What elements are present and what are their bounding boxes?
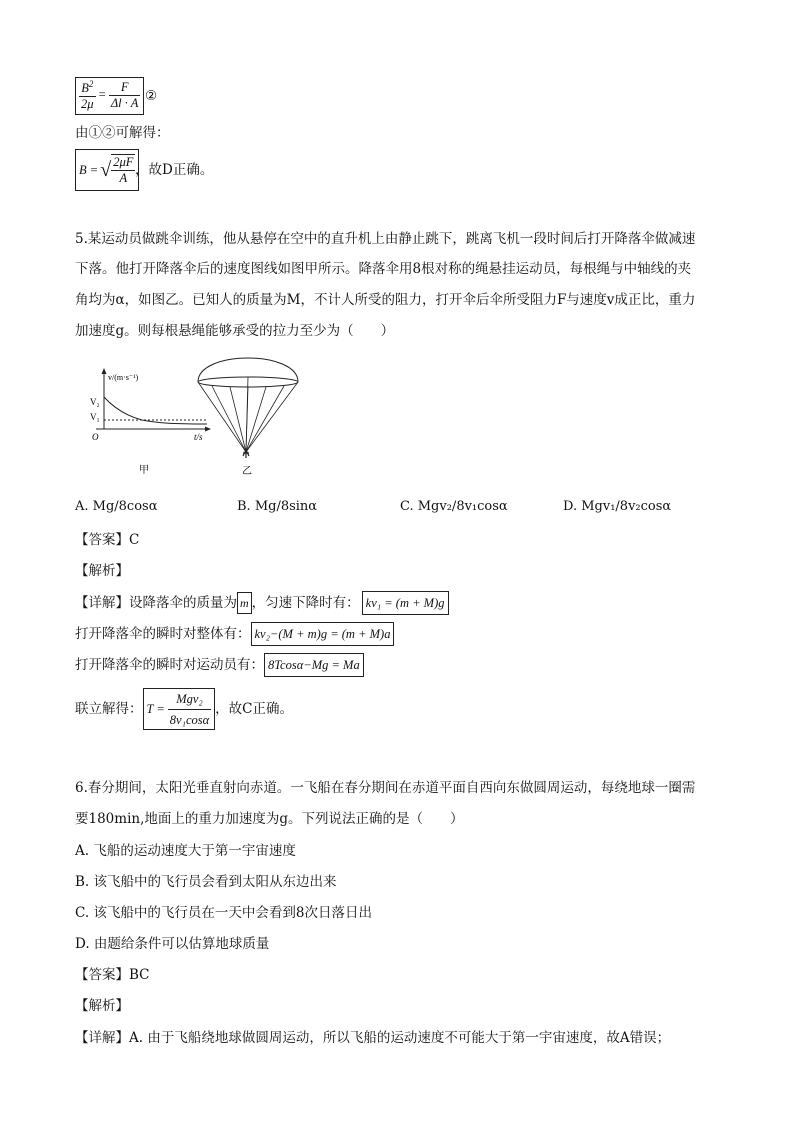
detail4-lhs: T = [146,702,165,716]
q5-option-d: D. Mgv₁/8v₂cosα [563,499,672,514]
q5-stem-line4: 加速度g。则每根悬绳能够承受的拉力至少为（ ） [75,323,395,339]
fraction-left [79,79,96,112]
q5-detail-line1 [75,591,449,615]
jumper-icon [243,450,249,458]
parachute-figure [192,352,307,482]
y-axis-label: v/(m·s⁻¹) [108,373,139,382]
q5-stem-line2: 下落。他打开降落伞后的速度图线如图甲所示。降落伞用8根对称的绳悬挂运动员，每根绳与中轴线的夹 [75,261,692,277]
solve-line: 由①②可解得： [75,125,170,141]
q5-detail-line2 [75,622,394,646]
eq-den-right: Δl · A [110,96,139,111]
q5-stem-line1: 5.某运动员做跳伞训练，他从悬停在空中的直升机上由静止跳下，跳离飞机一段时间后打开降落伞做减速 [75,231,696,247]
detail2-equation: kv₂−(M + m)g = (m + M)a [251,622,395,646]
detail1-equation: kv₁ = (m + M)g [362,591,449,615]
suspension-lines [198,377,298,452]
v2-label: V₂ [90,397,100,407]
q6-detail-line1: 【详解】A. 由于飞船绕地球做圆周运动，所以飞船的运动速度不可能大于第一宇宙速度，故A错误； [75,1030,671,1046]
q6-option-b: B. 该飞船中的飞行员会看到太阳从东边出来 [75,874,337,890]
detail4-tail: ，故C正确。 [215,701,294,717]
detail4-text: 联立解得： [75,701,143,717]
eq-exponent: 2 [88,79,94,89]
detail4-num: Mgv₂ [168,689,211,710]
conclusion-d: ，故D正确。 [135,162,214,178]
detail4-den: 8v₁cosα [169,712,210,727]
equation-2: $\frac{B^2}{2\mu}$ = $\frac{F}{\Delta l \cdot A}$ [75,77,144,115]
detail1-m-box: m [237,592,252,614]
fraction-right [109,80,141,111]
q5-detail-line3 [75,653,364,677]
detail3-equation: 8Tcosα−Mg = Ma [264,653,364,677]
detail2-text: 打开降落伞的瞬时对整体有： [75,626,251,642]
x-axis-label: t/s [194,432,203,442]
v1-label: V₁ [90,412,100,422]
q5-answer: 【答案】C [75,532,140,548]
q6-option-c: C. 该飞船中的飞行员在一天中会看到8次日落日出 [75,905,373,921]
eq-b: B [81,81,89,96]
q5-option-b: B. Mg/8sinα [237,499,318,514]
q5-detail-line4 [75,688,293,730]
q5-option-a: A. Mg/8cosα [75,499,158,514]
sqrt-num: 2μF [113,155,134,169]
eq-den-left: 2μ [81,97,94,112]
q6-stem-line1: 6.春分期间，太阳光垂直射向赤道。一飞船在春分期间在赤道平面自西向东做圆周运动，每绕地球一圈需 [75,780,696,796]
detail1-text: 【详解】设降落伞的质量为 [75,595,237,611]
detail4-equation [143,688,216,730]
q6-analysis-heading: 【解析】 [75,998,129,1014]
y-axis-arrow [102,368,107,374]
eq-b-lhs: B = [79,162,99,177]
eq-num-right: F [109,80,141,96]
q5-option-c: C. Mgv₂/8v₁cosα [400,499,508,514]
origin-label: O [92,432,99,442]
equation-b: B = √ $\frac{2\mu F}{A}$ [75,149,139,191]
q5-stem-line3: 角均为α，如图乙。已知人的质量为M，不计人所受的阻力，打开伞后伞所受阻力F与速度v成正比，重力 [75,292,696,308]
detail3-text: 打开降落伞的瞬时对运动员有： [75,657,264,673]
q6-option-d: D. 由题给条件可以估算地球质量 [75,936,270,952]
q6-option-a: A. 飞船的运动速度大于第一宇宙速度 [75,843,296,859]
detail4-fraction [168,689,211,730]
detail1-mid: ，匀速下降时有： [251,595,360,611]
sqrt-fraction [111,154,135,186]
sqrt-den: A [119,171,128,185]
equation-tag: ② [145,88,158,104]
q5-analysis-heading: 【解析】 [75,563,129,579]
q6-answer: 【答案】BC [75,967,150,983]
q6-stem-line2: 要180min,地面上的重力加速度为g。下列说法正确的是（ ） [75,811,464,827]
caption-jia: 甲 [139,465,149,476]
caption-yi: 乙 [242,466,252,477]
